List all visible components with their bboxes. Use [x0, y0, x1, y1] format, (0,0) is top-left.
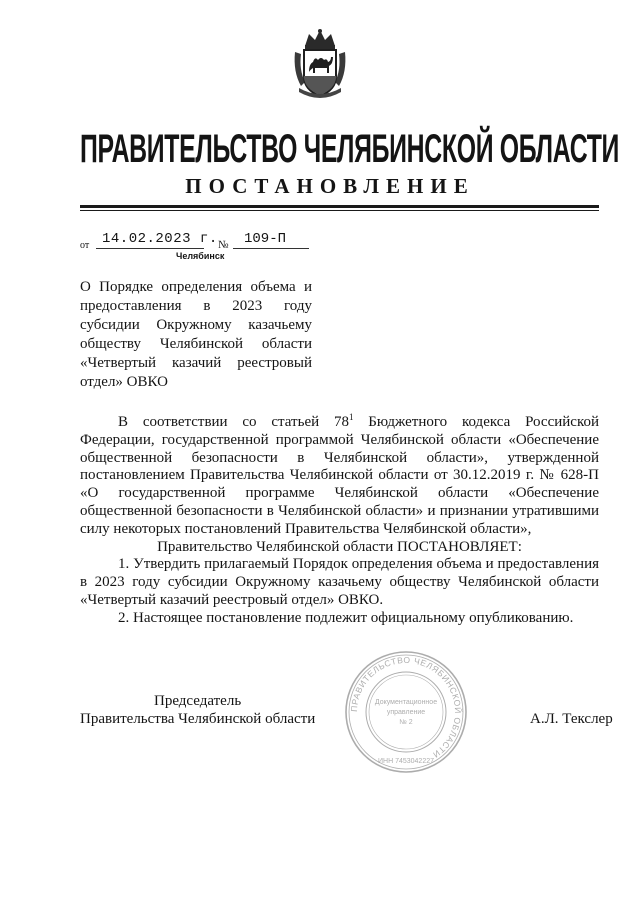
signer-title-line2: Правительства Челябинской области	[80, 711, 316, 727]
preamble-text-start: В соответствии со статьей 78	[118, 414, 349, 430]
document-number: 109-П	[244, 231, 287, 247]
article-superscript: 1	[348, 412, 354, 422]
document-date: 14.02.2023 г.	[102, 231, 218, 247]
number-prefix: №	[218, 239, 229, 251]
seal-inner-text-1: Документационное	[374, 699, 438, 706]
header-divider-thick	[80, 205, 599, 208]
seal-inn: ИНН 7453042227	[377, 758, 435, 765]
seal-inner-text-3: № 2	[399, 719, 413, 726]
subject-line: О Порядке определения объема и	[80, 279, 312, 295]
resolution-clause: Правительство Челябинской области ПОСТАНОВЛЯЕТ:	[157, 538, 522, 555]
document-subject	[80, 278, 312, 392]
city-name: Челябинск	[176, 251, 225, 261]
subject-line: обществу Челябинской области	[80, 336, 312, 352]
signer-title-line1: Председатель	[154, 693, 242, 709]
government-title: ПРАВИТЕЛЬСТВО ЧЕЛЯБИНСКОЙ ОБЛАСТИ	[80, 127, 620, 171]
official-seal-icon	[344, 650, 468, 774]
seal-inner-text-2: управление	[386, 709, 426, 716]
preamble-text-rest: Бюджетного кодекса Российской Федерации, государственной программой Челябинской области «Обеспечение общественной безопасности в Челябинской области», утвержденной постановлением Правительства Челябинской области от 30.12.2019 г. № 628-П «О государственной программе Челябинской области «Обеспечение общественной безопасности в Челябинской области» и признании утратившими силу некоторых постановлений Правительства Челябинской области»,	[80, 414, 600, 537]
resolution-item-1: 1. Утвердить прилагаемый Порядок определения объема и предоставления в 2023 году субсидии Окружному казачьему обществу Челябинской области «Четвертый казачий реестровый отдел» ОВКО.	[80, 556, 599, 608]
subject-line: отдел» ОВКО	[80, 374, 168, 390]
document-body	[80, 414, 599, 628]
subject-line: предоставления в 2023 году	[80, 298, 312, 314]
subject-line: субсидии Окружному казачьему	[80, 317, 312, 333]
date-underline	[96, 248, 204, 249]
coat-of-arms-icon	[291, 26, 349, 102]
seal-outer-text: ПРАВИТЕЛЬСТВО ЧЕЛЯБИНСКОЙ ОБЛАСТИ	[348, 654, 464, 761]
date-prefix: от	[80, 240, 90, 251]
preamble-paragraph	[80, 414, 599, 539]
signer-name: А.Л. Текслер	[530, 711, 613, 727]
header-divider-thin	[80, 210, 599, 211]
document-type: ПОСТАНОВЛЕНИЕ	[185, 174, 475, 198]
resolution-item-2: 2. Настоящее постановление подлежит официальному опубликованию.	[118, 609, 574, 626]
number-underline	[233, 248, 309, 249]
subject-line: «Четвертый казачий реестровый	[80, 355, 312, 371]
